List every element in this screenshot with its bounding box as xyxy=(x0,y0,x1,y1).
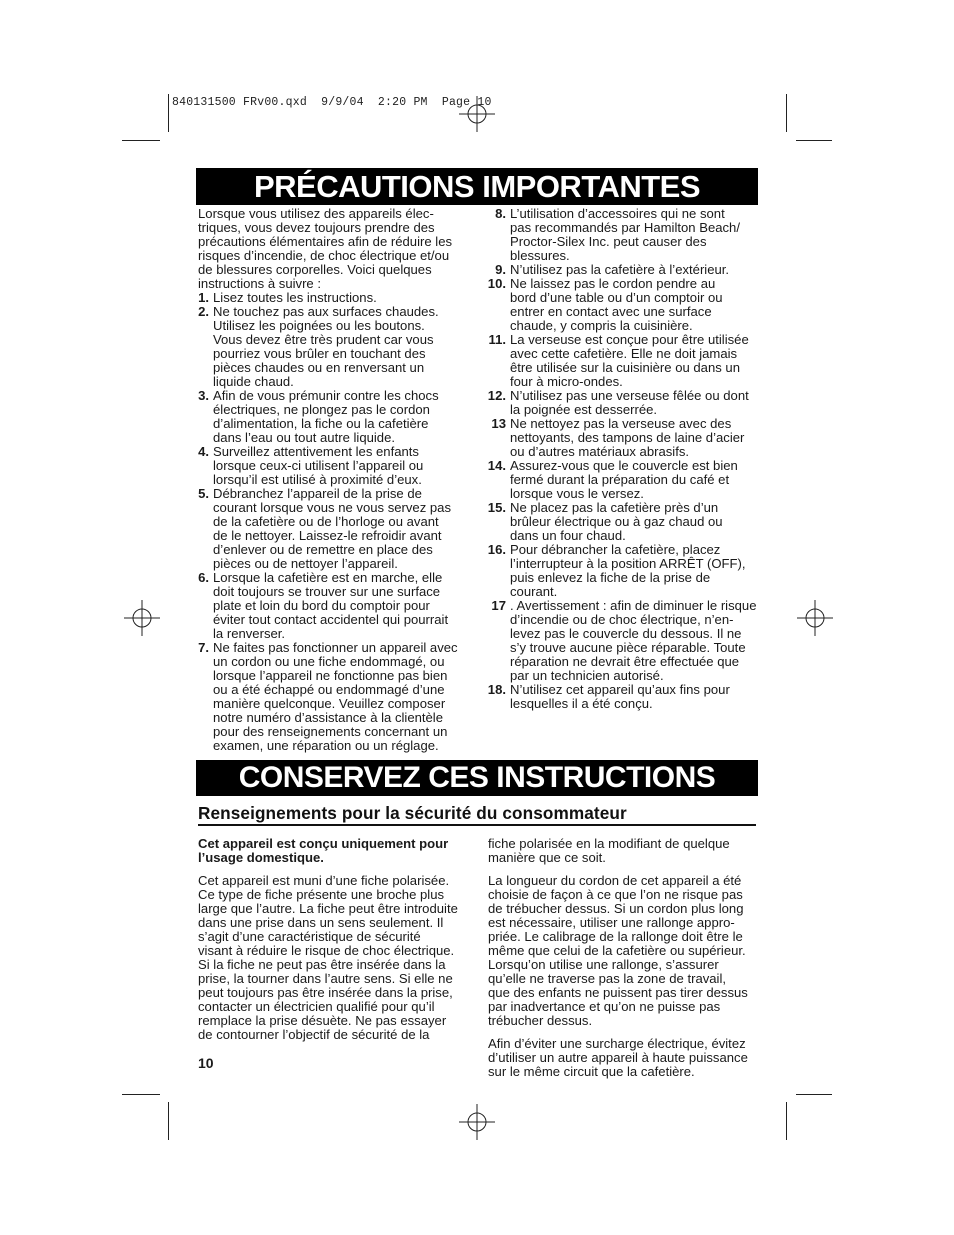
crop-mark xyxy=(786,94,787,132)
precaution-item xyxy=(484,333,759,389)
precaution-item xyxy=(484,459,759,501)
file-slug: 840131500 FRv00.qxd 9/9/04 2:20 PM Page 10 xyxy=(172,96,492,109)
text-line: lorsque l’appareil ne fonctionne pas bien xyxy=(213,668,448,683)
overload-paragraph xyxy=(488,1037,763,1079)
crop-mark xyxy=(168,1102,169,1140)
text-line: ou a été échappé ou endommagé d’une xyxy=(213,682,445,697)
precaution-item xyxy=(198,445,473,487)
item-text xyxy=(510,333,759,389)
text-line: doit toujours se trouver sur une surface xyxy=(213,584,441,599)
text-line: sur le même circuit que la cafetière. xyxy=(488,1064,695,1079)
item-text xyxy=(213,641,473,753)
text-line: peut toujours pas être insérée dans la prise, xyxy=(198,985,453,1000)
item-text xyxy=(213,487,473,571)
text-line: triques, vous devez toujours prendre des xyxy=(198,220,435,235)
precaution-item xyxy=(484,683,759,711)
item-number: 1. xyxy=(198,290,209,305)
text-line: dans un four chaud. xyxy=(510,528,626,543)
precautions-list-right xyxy=(484,207,759,711)
text-line: est nécessaire, utiliser une rallonge appro- xyxy=(488,915,735,930)
text-line: lesquelles il a été conçu. xyxy=(510,696,653,711)
text-line: Surveillez attentivement les enfants xyxy=(213,444,419,459)
text-line: Afin de vous prémunir contre les chocs xyxy=(213,388,439,403)
text-line: Cet appareil est conçu uniquement pour xyxy=(198,836,449,851)
intro-paragraph xyxy=(198,207,473,291)
precautions-banner: PRÉCAUTIONS IMPORTANTES xyxy=(196,168,758,205)
item-text xyxy=(510,277,759,333)
precaution-item xyxy=(484,263,759,277)
text-line: Ne nettoyez pas la verseuse avec des xyxy=(510,416,732,431)
save-instructions-banner: CONSERVEZ CES INSTRUCTIONS xyxy=(196,760,758,796)
precaution-item xyxy=(484,389,759,417)
item-number: 6. xyxy=(198,570,209,585)
precautions-left-column xyxy=(198,207,473,753)
precautions-right-column xyxy=(484,207,759,711)
item-number: 9. xyxy=(495,262,506,277)
item-number: 18. xyxy=(487,682,506,697)
text-line: dans l’eau ou tout autre liquide. xyxy=(213,430,395,445)
registration-mark-icon xyxy=(122,598,162,638)
precaution-item xyxy=(484,417,759,459)
text-line: éviter tout contact accidentel qui pourrait xyxy=(213,612,449,627)
item-text xyxy=(510,263,759,277)
precaution-item xyxy=(198,305,473,389)
text-line: l’usage domestique. xyxy=(198,850,324,865)
precaution-item xyxy=(198,389,473,445)
text-line: Assurez-vous que le couvercle est bien xyxy=(510,458,738,473)
precautions-list-left xyxy=(198,291,473,753)
polarized-plug-paragraph-continued xyxy=(488,837,763,865)
item-text xyxy=(510,501,759,543)
text-line: chaude, y compris la cuisinière. xyxy=(510,318,693,333)
text-line: dans une prise dans un sens seulement. Il xyxy=(198,915,444,930)
text-line: contacter un électricien qualifié pour qu’il xyxy=(198,999,435,1014)
item-number: 12. xyxy=(487,388,506,403)
text-line: trébucher dessus. xyxy=(488,1013,593,1028)
text-line: courant lorsque vous ne vous servez pas xyxy=(213,500,452,515)
text-line: de contourner l’objectif de sécurité de la xyxy=(198,1027,430,1042)
registration-mark-icon xyxy=(795,598,835,638)
text-line: prise, la tourner dans l’autre sens. Si elle ne xyxy=(198,971,453,986)
item-text xyxy=(213,445,473,487)
safety-right-column xyxy=(488,837,763,1088)
text-line: puis enlevez la fiche de la prise de xyxy=(510,570,711,585)
item-number: 11. xyxy=(488,332,506,347)
text-line: fermé durant la préparation du café et xyxy=(510,472,730,487)
item-text xyxy=(213,291,473,305)
cord-length-paragraph xyxy=(488,874,763,1028)
text-line: Ne placez pas la cafetière près d’un xyxy=(510,500,719,515)
text-line: réparation ne devrait être effectuée que xyxy=(510,654,740,669)
text-line: par inadvertance et qu’on ne puisse pas xyxy=(488,999,721,1014)
text-line: Ce type de fiche présente une broche plus xyxy=(198,887,445,902)
text-line: bord d’une table ou d’un comptoir ou xyxy=(510,290,723,305)
precaution-item xyxy=(198,291,473,305)
text-line: un cordon ou une fiche endommagé, ou xyxy=(213,654,445,669)
item-number: 14. xyxy=(487,458,506,473)
item-number: 16. xyxy=(487,542,506,557)
safety-left-column xyxy=(198,837,473,1051)
text-line: fiche polarisée en la modifiant de quelque xyxy=(488,836,730,851)
text-line: d’incendie ou de choc électrique, n’en- xyxy=(510,612,734,627)
text-line: la poignée est desserrée. xyxy=(510,402,658,417)
text-line: nettoyants, des tampons de laine d’acier xyxy=(510,430,745,445)
precaution-item xyxy=(484,501,759,543)
text-line: lorsque vous le versez. xyxy=(510,486,644,501)
text-line: même que celui de la cafetière ou supérieur. xyxy=(488,943,746,958)
text-line: Ne touchez pas aux surfaces chaudes. xyxy=(213,304,439,319)
text-line: examen, une réparation ou un réglage. xyxy=(213,738,439,753)
item-number: 8. xyxy=(495,206,506,221)
text-line: pièces ou de nettoyer l’appareil. xyxy=(213,556,398,571)
precaution-item xyxy=(198,487,473,571)
item-text xyxy=(213,389,473,445)
text-line: brûleur électrique ou à gaz chaud ou xyxy=(510,514,723,529)
text-line: pas recommandés par Hamilton Beach/ xyxy=(510,220,740,235)
item-number: 4. xyxy=(198,444,209,459)
text-line: notre numéro d’assistance à la clientèle xyxy=(213,710,443,725)
item-text xyxy=(510,417,759,459)
item-text xyxy=(510,683,759,711)
text-line: lorsque ceux-ci utilisent l’appareil ou xyxy=(213,458,424,473)
page-number: 10 xyxy=(198,1055,214,1071)
text-line: s’y trouve aucune pièce réparable. Toute xyxy=(510,640,746,655)
text-line: courant. xyxy=(510,584,558,599)
text-line: Lorsque vous utilisez des appareils élec- xyxy=(198,206,434,221)
text-line: Vous devez être très prudent car vous xyxy=(213,332,434,347)
text-line: d’alimentation, la fiche ou la cafetière xyxy=(213,416,429,431)
text-line: liquide chaud. xyxy=(213,374,294,389)
text-line: Afin d’éviter une surcharge électrique, évitez xyxy=(488,1036,746,1051)
text-line: de la cafetière ou de l’horloge ou avant xyxy=(213,514,439,529)
crop-mark xyxy=(796,140,832,141)
text-line: Utilisez les poignées ou les boutons. xyxy=(213,318,425,333)
text-line: instructions à suivre : xyxy=(198,276,321,291)
crop-mark xyxy=(796,1094,832,1095)
text-line: choisie de façon à ce que l’on ne risque pas xyxy=(488,887,743,902)
text-line: électriques, ne plongez pas le cordon xyxy=(213,402,430,417)
text-line: four à micro-ondes. xyxy=(510,374,623,389)
text-line: Pour débrancher la cafetière, placez xyxy=(510,542,721,557)
precaution-item xyxy=(484,599,759,683)
crop-mark xyxy=(786,1102,787,1140)
text-line: N’utilisez pas une verseuse fêlée ou dont xyxy=(510,388,749,403)
item-number: 3. xyxy=(198,388,209,403)
text-line: Lorsque la cafetière est en marche, elle xyxy=(213,570,443,585)
text-line: Ne laissez pas le cordon pendre au xyxy=(510,276,716,291)
text-line: ou d’autres matériaux abrasifs. xyxy=(510,444,690,459)
text-line: l’interrupteur à la position ARRÊT (OFF), xyxy=(510,556,746,571)
text-line: pièces chaudes ou en renversant un xyxy=(213,360,425,375)
text-line: Ne faites pas fonctionner un appareil avec xyxy=(213,640,458,655)
text-line: Lorsqu’on utilise une rallonge, s’assurer xyxy=(488,957,719,972)
item-number: 2. xyxy=(198,304,209,319)
text-line: pourriez vous brûler en touchant des xyxy=(213,346,426,361)
text-line: . Avertissement : afin de diminuer le risque xyxy=(510,598,757,613)
crop-mark xyxy=(122,1094,160,1095)
item-text xyxy=(510,459,759,501)
divider xyxy=(198,824,756,826)
item-number: 5. xyxy=(198,486,209,501)
text-line: d’utiliser un autre appareil à haute puissance xyxy=(488,1050,748,1065)
crop-mark xyxy=(122,140,160,141)
precaution-item xyxy=(484,277,759,333)
item-number: 13 xyxy=(491,416,506,431)
item-text xyxy=(213,571,473,641)
item-text xyxy=(510,543,759,599)
item-number: 10. xyxy=(487,276,506,291)
text-line: La verseuse est conçue pour être utilisée xyxy=(510,332,749,347)
text-line: N’utilisez cet appareil qu’aux fins pour xyxy=(510,682,730,697)
text-line: blessures. xyxy=(510,248,570,263)
text-line: entrer en contact avec une surface xyxy=(510,304,712,319)
text-line: manière quelconque. Veuillez composer xyxy=(213,696,446,711)
text-line: visant à réduire le risque de choc électrique. xyxy=(198,943,455,958)
item-number: 15. xyxy=(487,500,506,515)
text-line: qu’elle ne traverse pas la zone de travail, xyxy=(488,971,727,986)
item-text xyxy=(510,599,759,683)
item-text xyxy=(510,389,759,417)
precaution-item xyxy=(198,571,473,641)
text-line: L’utilisation d’accessoires qui ne sont xyxy=(510,206,725,221)
text-line: Si la fiche ne peut pas être insérée dans la xyxy=(198,957,446,972)
text-line: manière que ce soit. xyxy=(488,850,606,865)
item-number: 17 xyxy=(491,598,506,613)
text-line: que des enfants ne puissent pas tirer dessus xyxy=(488,985,748,1000)
household-use-note xyxy=(198,837,473,865)
text-line: d’enlever ou de remettre en place des xyxy=(213,542,433,557)
precaution-item xyxy=(484,207,759,263)
text-line: Lisez toutes les instructions. xyxy=(213,290,377,305)
text-line: la renverser. xyxy=(213,626,286,641)
text-line: être utilisée sur la cuisinière ou dans un xyxy=(510,360,740,375)
text-line: N’utilisez pas la cafetière à l’extérieur. xyxy=(510,262,730,277)
text-line: levez pas le couvercle du dessous. Il ne xyxy=(510,626,742,641)
text-line: risques d’incendie, de choc électrique et/ou xyxy=(198,248,450,263)
text-line: avec cette cafetière. Elle ne doit jamais xyxy=(510,346,738,361)
precaution-item xyxy=(484,543,759,599)
text-line: Débranchez l’appareil de la prise de xyxy=(213,486,422,501)
text-line: de le nettoyer. Laissez-le refroidir avant xyxy=(213,528,442,543)
text-line: de blessures corporelles. Voici quelques xyxy=(198,262,432,277)
text-line: Proctor-Silex Inc. peut causer des xyxy=(510,234,707,249)
registration-mark-icon xyxy=(457,1102,497,1142)
crop-mark xyxy=(168,94,169,132)
text-line: large que l’autre. La fiche peut être introduite xyxy=(198,901,458,916)
registration-mark-icon xyxy=(457,94,497,134)
item-text xyxy=(213,305,473,389)
text-line: remplace la prise désuète. Ne pas essayer xyxy=(198,1013,447,1028)
text-line: Cet appareil est muni d’une fiche polarisée. xyxy=(198,873,450,888)
text-line: s’agit d’une caractéristique de sécurité xyxy=(198,929,421,944)
text-line: pour des renseignements concernant un xyxy=(213,724,448,739)
precaution-item xyxy=(198,641,473,753)
item-text xyxy=(510,207,759,263)
section-heading: Renseignements pour la sécurité du consommateur xyxy=(198,803,627,823)
text-line: La longueur du cordon de cet appareil a été xyxy=(488,873,742,888)
polarized-plug-paragraph xyxy=(198,874,473,1042)
text-line: plate et loin du bord du comptoir pour xyxy=(213,598,430,613)
text-line: priée. Le calibrage de la rallonge doit être le xyxy=(488,929,743,944)
text-line: lorsqu’il est utilisé à proximité d’eux. xyxy=(213,472,422,487)
text-line: par un technicien autorisé. xyxy=(510,668,664,683)
text-line: de trébucher dessus. Si un cordon plus long xyxy=(488,901,744,916)
text-line: précautions élémentaires afin de réduire les xyxy=(198,234,453,249)
item-number: 7. xyxy=(198,640,209,655)
